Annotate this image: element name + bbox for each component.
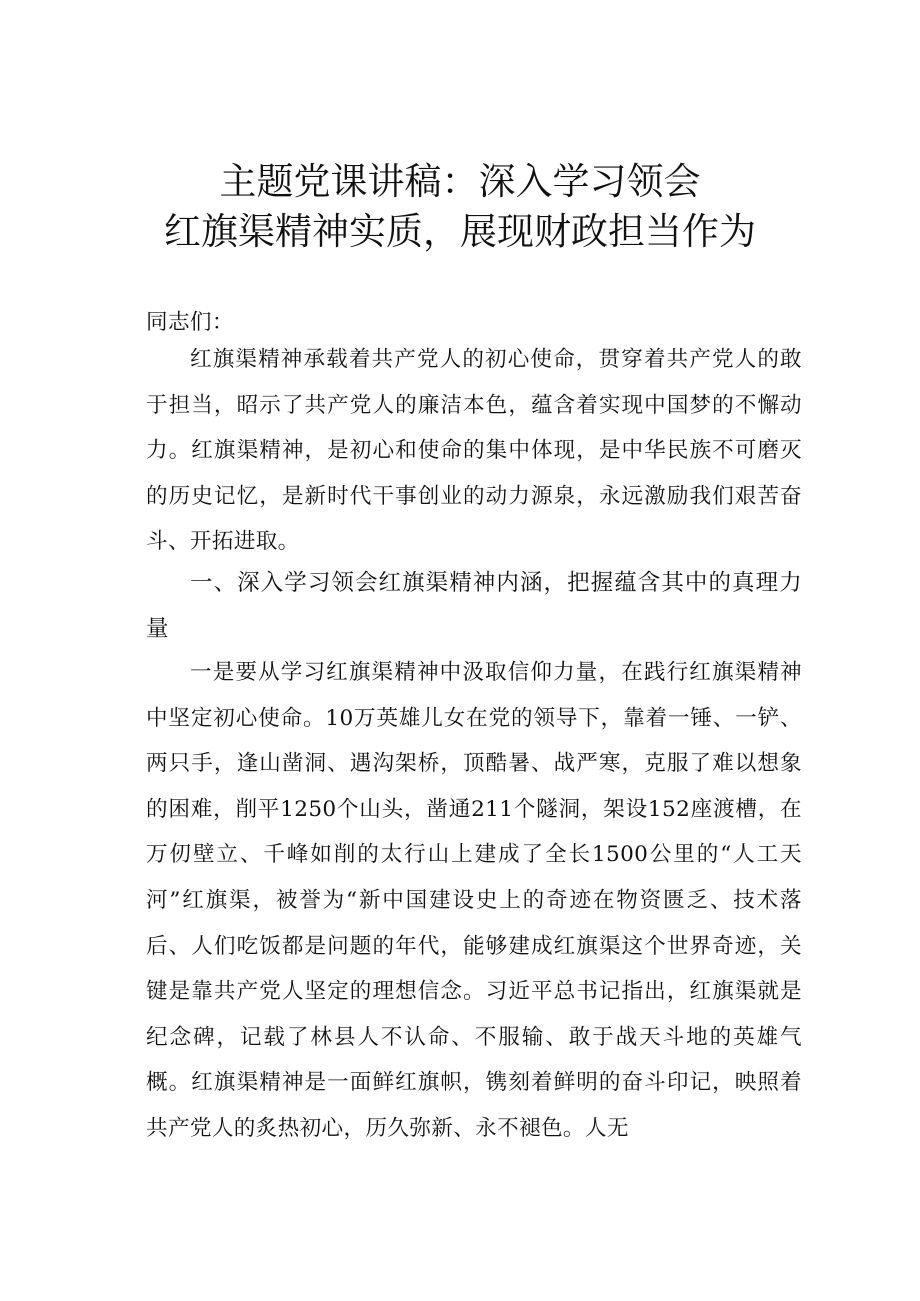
salutation: 同志们： <box>146 310 234 335</box>
paragraph-intro: 红旗渠精神承载着共产党人的初心使命，贯穿着共产党人的敢于担当，昭示了共产党人的廉洁本色，蕴含着实现中国梦的不懈动力。红旗渠精神，是初心和使命的集中体现，是中华民族不可磨灭的历史记忆，是新时代干事创业的动力源泉，永远激励我们艰苦奋斗、开拓进取。 <box>146 347 802 555</box>
section-heading-1: 一、深入学习领会红旗渠精神内涵，把握蕴含其中的真理力量 <box>146 570 802 642</box>
document-title-line-1: 主题党课讲稿：深入学习领会 <box>219 160 701 203</box>
document-title-line-2: 红旗渠精神实质，展现财政担当作为 <box>164 210 756 253</box>
paragraph-section-1: 一是要从学习红旗渠精神中汲取信仰力量，在践行红旗渠精神中坚定初心使命。10万英雄儿女在党的领导下，靠着一锤、一铲、两只手，逢山凿洞、遇沟架桥，顶酷暑、战严寒，克服了难以想象的困难，削平1250个山头，凿通211个隧洞，架设152座渡槽，在万仞壁立、千峰如削的太行山上建成了全长1500公里的“人工天河”红旗渠，被誉为“新中国建设史上的奇迹在物资匮乏、技术落后、人们吃饭都是问题的年代，能够建成红旗渠这个世界奇迹，关键是靠共产党人坚定的理想信念。习近平总书记指出，红旗渠就是纪念碑，记载了林县人不认命、不服输、敢于战天斗地的英雄气概。红旗渠精神是一面鲜红旗帜，镌刻着鲜明的奋斗印记，映照着共产党人的炙热初心，历久弥新、永不褪色。人无 <box>146 660 802 1141</box>
